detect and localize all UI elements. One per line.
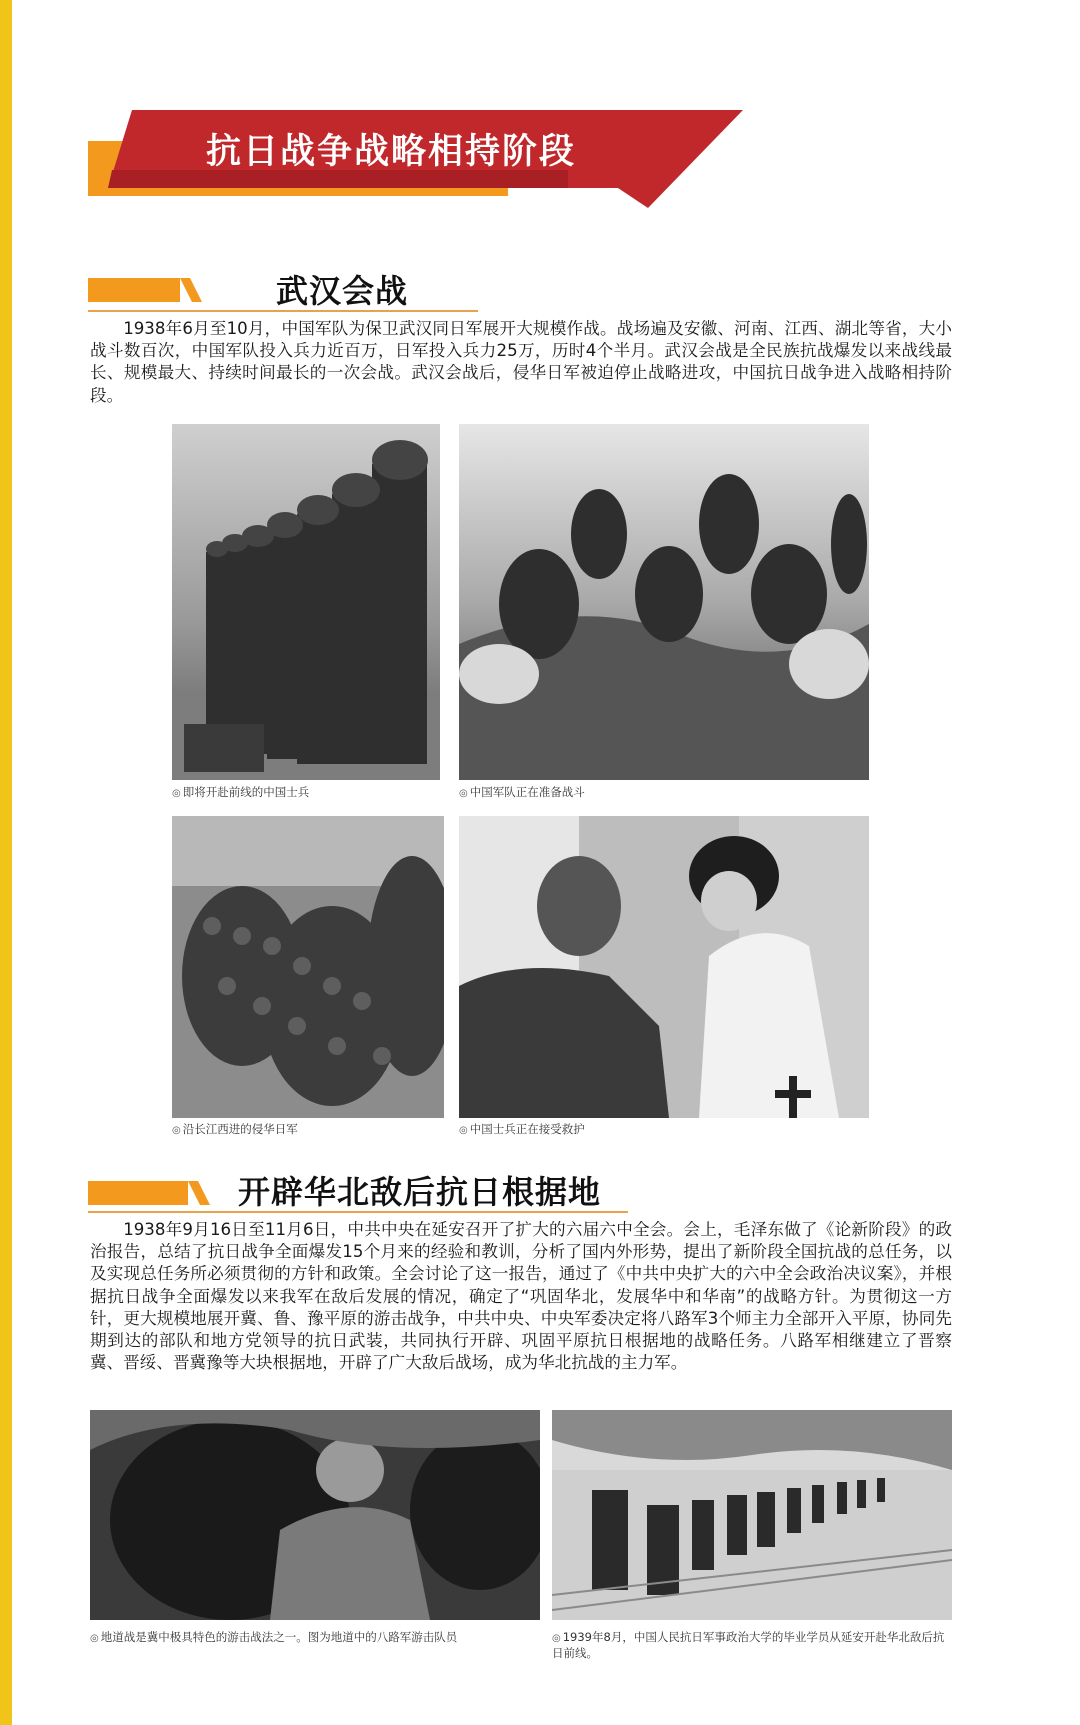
section-banner [88,108,748,208]
section-title: 开辟华北敌后抗日根据地 [238,1173,602,1211]
section-heading-wuhan [88,266,478,312]
photo-students-marching [552,1410,952,1620]
section-paragraph: 1938年9月16日至11月6日，中共中央在延安召开了扩大的六届六中全会。会上，毛泽东做了《论新阶段》的政治报告，总结了抗日战争全面爆发15个月来的经验和教训，分析了国内外形势，提出了新阶段全国抗战的总任务，以及实现总任务所必须贯彻的方针和政策。全会讨论了这一报告，通过了《中共中央扩大的六中全会政治决议案》，并根据抗日战争全面爆发以来我军在敌后发展的情况，确定了“巩固华北，发展华中和华南”的战略方针。为贯彻这一方针，更大规模地展开冀、鲁、豫平原的游击战争，中共中央、中央军委决定将八路军3个师主力全部开入平原，协同先期到达的部队和地方党领导的抗日武装，共同执行开辟、巩固平原抗日根据地的战略任务。八路军相继建立了晋察冀、晋绥、晋冀豫等大块根据地，开辟了广大敌后战场，成为华北抗战的主力军。 [90,1220,952,1373]
heading-bar-icon [88,1179,218,1207]
section-heading-north-china [88,1167,628,1213]
side-stripe [0,0,12,1725]
photo-caption: ◎ 1939年8月，中国人民抗日军事政治大学的毕业学员从延安开赴华北敌后抗日前线。 [552,1630,945,1660]
photo-soldiers-lined-up [172,424,440,780]
photo-caption: ◎ 地道战是冀中极具特色的游击战法之一。图为地道中的八路军游击队员 [90,1630,458,1644]
photo-caption: ◎ 中国军队正在准备战斗 [459,785,585,799]
heading-underline [88,1211,628,1213]
photo-troops-preparing [459,424,869,780]
heading-underline [88,310,478,312]
photo-caption: ◎ 沿长江西进的侵华日军 [172,1122,298,1136]
photo-troops-marching [172,816,444,1118]
photo-caption: ◎ 中国士兵正在接受救护 [459,1122,585,1136]
photo-tunnel-warfare [90,1410,540,1620]
section-paragraph: 1938年6月至10月，中国军队为保卫武汉同日军展开大规模作战。战场遍及安徽、河南、江西、湖北等省，大小战斗数百次，中国军队投入兵力近百万，日军投入兵力25万，历时4个半月。武汉会战是全民族抗战爆发以来战线最长、规模最大、持续时间最长的一次会战。武汉会战后，侵华日军被迫停止战略进攻，中国抗日战争进入战略相持阶段。 [90,319,952,405]
banner-title: 抗日战争战略相持阶段 [206,132,577,172]
photo-soldier-receiving-aid [459,816,869,1118]
heading-bar-icon [88,276,208,304]
photo-caption: ◎ 即将开赴前线的中国士兵 [172,785,310,799]
section-title: 武汉会战 [276,272,409,310]
